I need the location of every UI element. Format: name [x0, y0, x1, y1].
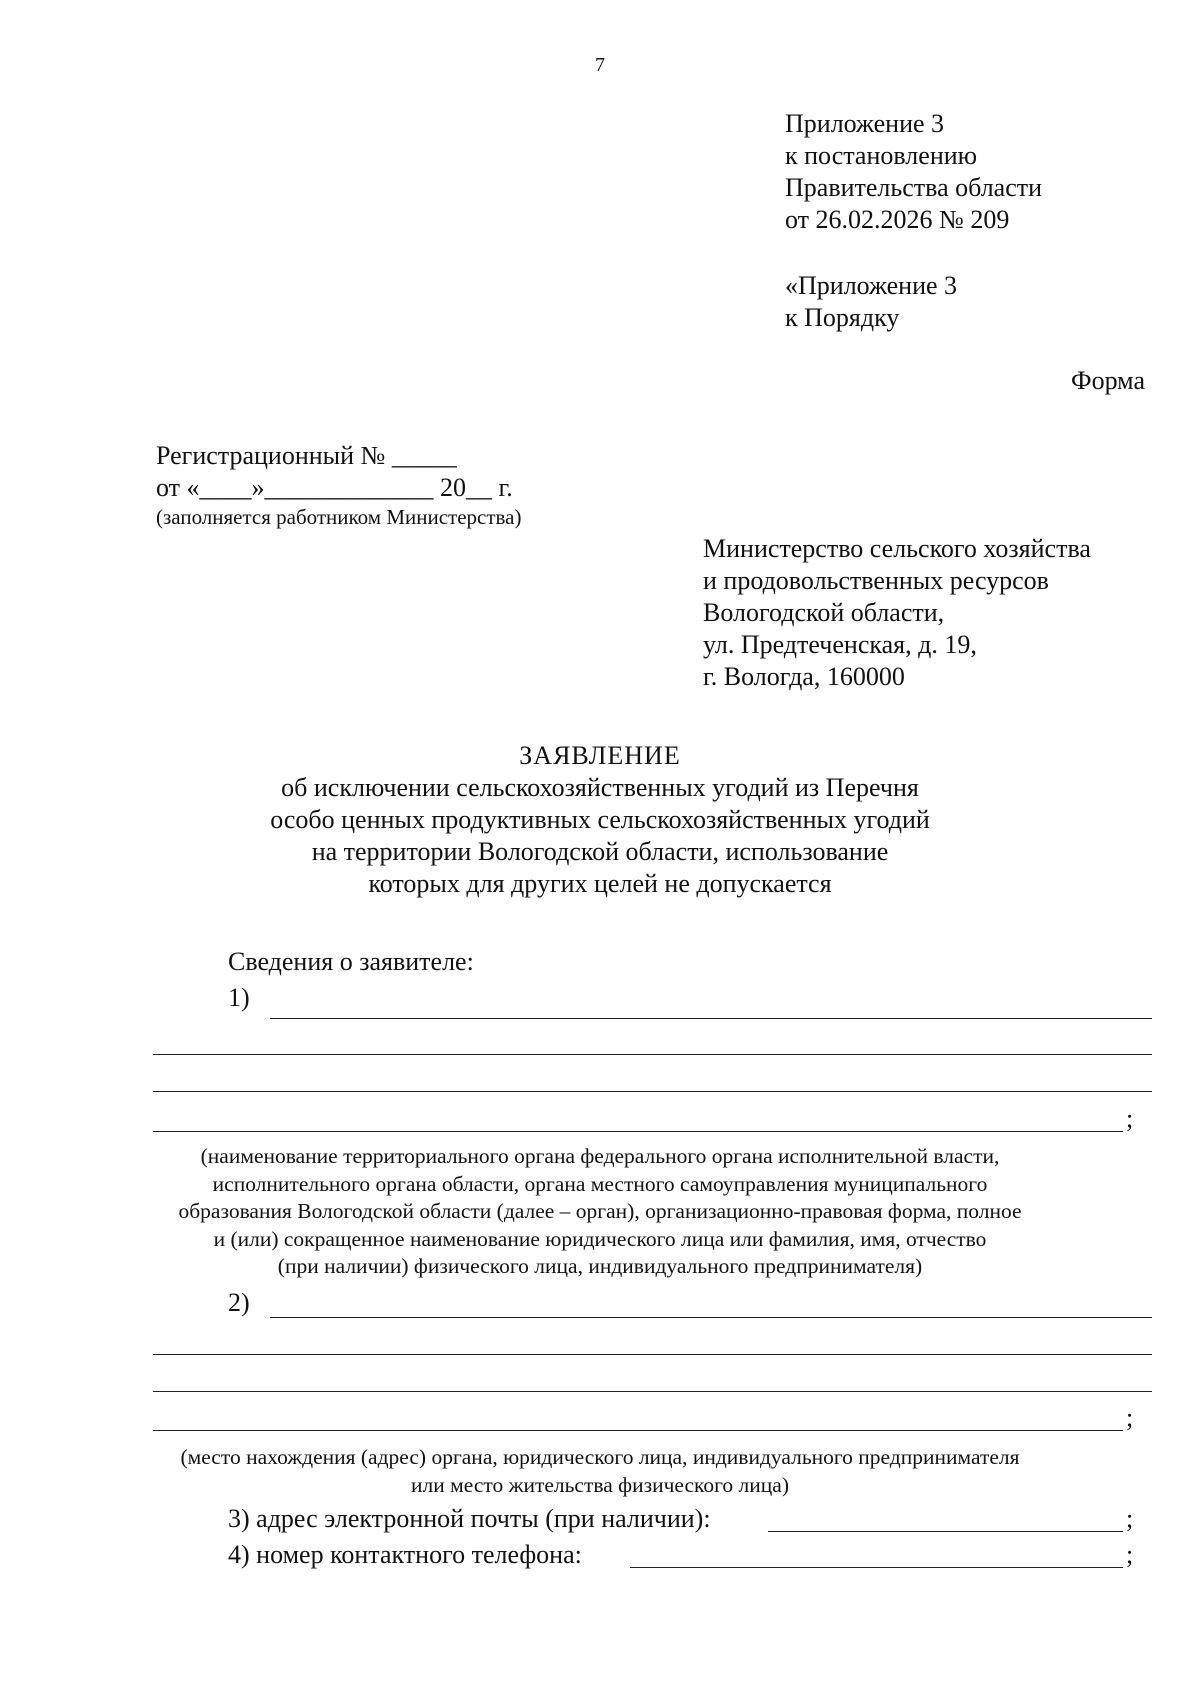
item2-field-line[interactable] [153, 1430, 1123, 1431]
item1-field-line[interactable] [153, 1054, 1152, 1055]
email-field-line[interactable] [768, 1531, 1123, 1532]
addressee-line: и продовольственных ресурсов [703, 566, 1049, 595]
addressee-line: г. Вологда, 160000 [703, 662, 905, 691]
caption-line: (при наличии) физического лица, индивидуального предпринимателя) [277, 1254, 923, 1278]
item1-number: 1) [228, 983, 250, 1012]
approval-line: к постановлению [785, 141, 978, 170]
registration-block [156, 440, 513, 504]
item1-field-line[interactable] [270, 1018, 1152, 1019]
item3-row [228, 1504, 711, 1534]
registration-number-line: Регистрационный № _____ [156, 441, 457, 470]
item1-caption [0, 1143, 1200, 1281]
phone-field-line[interactable] [630, 1567, 1123, 1568]
approval-line: Приложение 3 [785, 109, 945, 138]
title-line: об исключении сельскохозяйственных угодий из Перечня [281, 773, 919, 802]
annex-line: к Порядку [785, 303, 900, 332]
approval-line: Правительства области [785, 173, 1043, 202]
title-line: которых для других целей не допускается [368, 869, 832, 898]
addressee-block [703, 533, 1091, 693]
item2-field-line[interactable] [153, 1354, 1152, 1355]
caption-line: (наименование территориального органа федерального органа исполнительной власти, [200, 1144, 1000, 1168]
item2-caption [0, 1444, 1200, 1499]
addressee-line: Вологодской области, [703, 598, 945, 627]
caption-line: или место жительства физического лица) [411, 1472, 789, 1497]
item2-field-line[interactable] [153, 1391, 1152, 1392]
item2-number: 2) [228, 1288, 250, 1317]
caption-line: исполнительного органа области, органа местного самоуправления муниципального [212, 1171, 988, 1196]
applicant-section-heading: Сведения о заявителе: [228, 947, 474, 976]
page-number: 7 [595, 54, 605, 76]
caption-line: (место нахождения (адрес) органа, юридического лица, индивидуального предпринимателя [180, 1445, 1020, 1469]
item2-terminator: ; [1126, 1403, 1134, 1432]
registration-date-line: от «____»_____________ 20__ г. [156, 473, 513, 502]
addressee-line: Министерство сельского хозяйства [703, 534, 1091, 563]
form-label: Форма [1071, 366, 1145, 395]
title-line: особо ценных продуктивных сельскохозяйственных угодий [270, 805, 930, 834]
item1-field-line[interactable] [153, 1091, 1152, 1092]
item3-label: 3) адрес электронной почты (при наличии): [228, 1504, 711, 1533]
title-main: ЗАЯВЛЕНИЕ [519, 741, 681, 770]
approval-line: от 26.02.2026 № 209 [785, 205, 1010, 234]
caption-line: и (или) сокращенное наименование юридического лица или фамилия, имя, отчество [213, 1226, 987, 1251]
item4-row [228, 1540, 582, 1570]
registration-note: (заполняется работником Министерства) [156, 505, 522, 529]
approval-block [785, 108, 1042, 236]
addressee-line: ул. Предтеченская, д. 19, [703, 630, 977, 659]
annex-line: «Приложение 3 [785, 271, 958, 300]
title-line: на территории Вологодской области, использование [311, 837, 889, 866]
item1-terminator: ; [1126, 1104, 1134, 1133]
item4-terminator: ; [1126, 1540, 1134, 1569]
item4-label: 4) номер контактного телефона: [228, 1540, 582, 1569]
document-title [0, 740, 1200, 900]
annex-block [785, 270, 957, 334]
item2-field-line[interactable] [270, 1317, 1152, 1318]
caption-line: образования Вологодской области (далее – орган), организационно-правовая форма, полное [178, 1199, 1022, 1223]
item3-terminator: ; [1126, 1504, 1134, 1533]
item1-field-line[interactable] [153, 1131, 1123, 1132]
